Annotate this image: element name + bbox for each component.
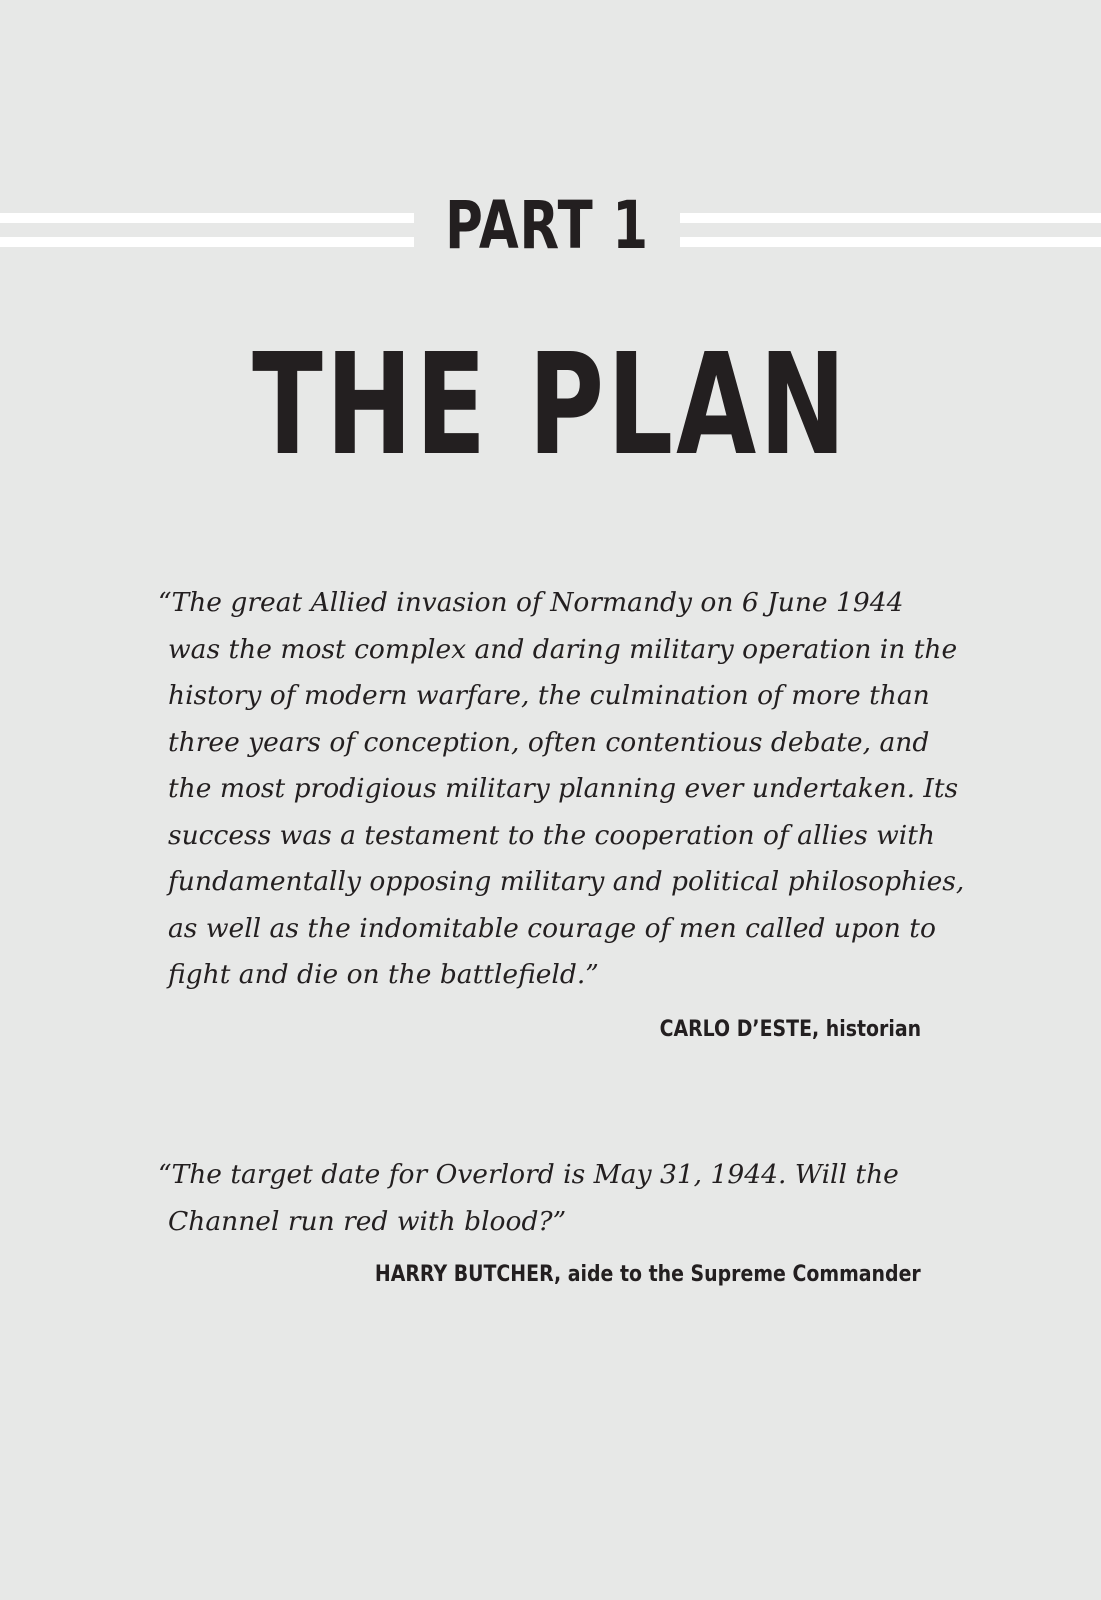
decorative-rule-left bbox=[0, 213, 414, 253]
part-label: PART 1 bbox=[445, 187, 649, 264]
attribution-author: CARLO D’ESTE bbox=[659, 1017, 812, 1042]
rule-line bbox=[0, 237, 414, 247]
decorative-rule-right bbox=[680, 213, 1101, 253]
rule-line bbox=[680, 237, 1101, 247]
rule-line bbox=[0, 213, 414, 223]
attribution-role: , aide to the Supreme Commander bbox=[554, 1262, 921, 1287]
epigraph-quote bbox=[158, 580, 965, 999]
part-title: THE PLAN bbox=[252, 324, 849, 487]
quote-line: three years of conception, often contentious debate, and bbox=[168, 726, 930, 758]
quote-line: success was a testament to the cooperation of allies with bbox=[168, 819, 935, 851]
epigraph-quote bbox=[158, 1152, 948, 1245]
quote-attribution bbox=[375, 1260, 921, 1290]
quote-line: fundamentally opposing military and political philosophies, bbox=[168, 866, 965, 897]
quote-line: as well as the indomitable courage of men called upon to bbox=[168, 912, 936, 944]
quote-line: history of modern warfare, the culmination of more than bbox=[168, 680, 930, 711]
quote-line: the most prodigious military planning ever undertaken. Its bbox=[168, 773, 959, 804]
attribution-author: HARRY BUTCHER bbox=[375, 1262, 555, 1287]
quote-line: was the most complex and daring military operation in the bbox=[168, 633, 958, 665]
quote-attribution bbox=[659, 1015, 921, 1045]
quote-line: “The great Allied invasion of Normandy on 6 June 1944 bbox=[158, 587, 904, 618]
quote-line: Channel run red with blood?” bbox=[168, 1205, 567, 1237]
quote-line: fight and die on the battlefield.” bbox=[168, 959, 599, 990]
rule-line bbox=[680, 213, 1101, 223]
attribution-role: , historian bbox=[811, 1017, 921, 1042]
quote-line: “The target date for Overlord is May 31, 1944. Will the bbox=[158, 1159, 899, 1190]
